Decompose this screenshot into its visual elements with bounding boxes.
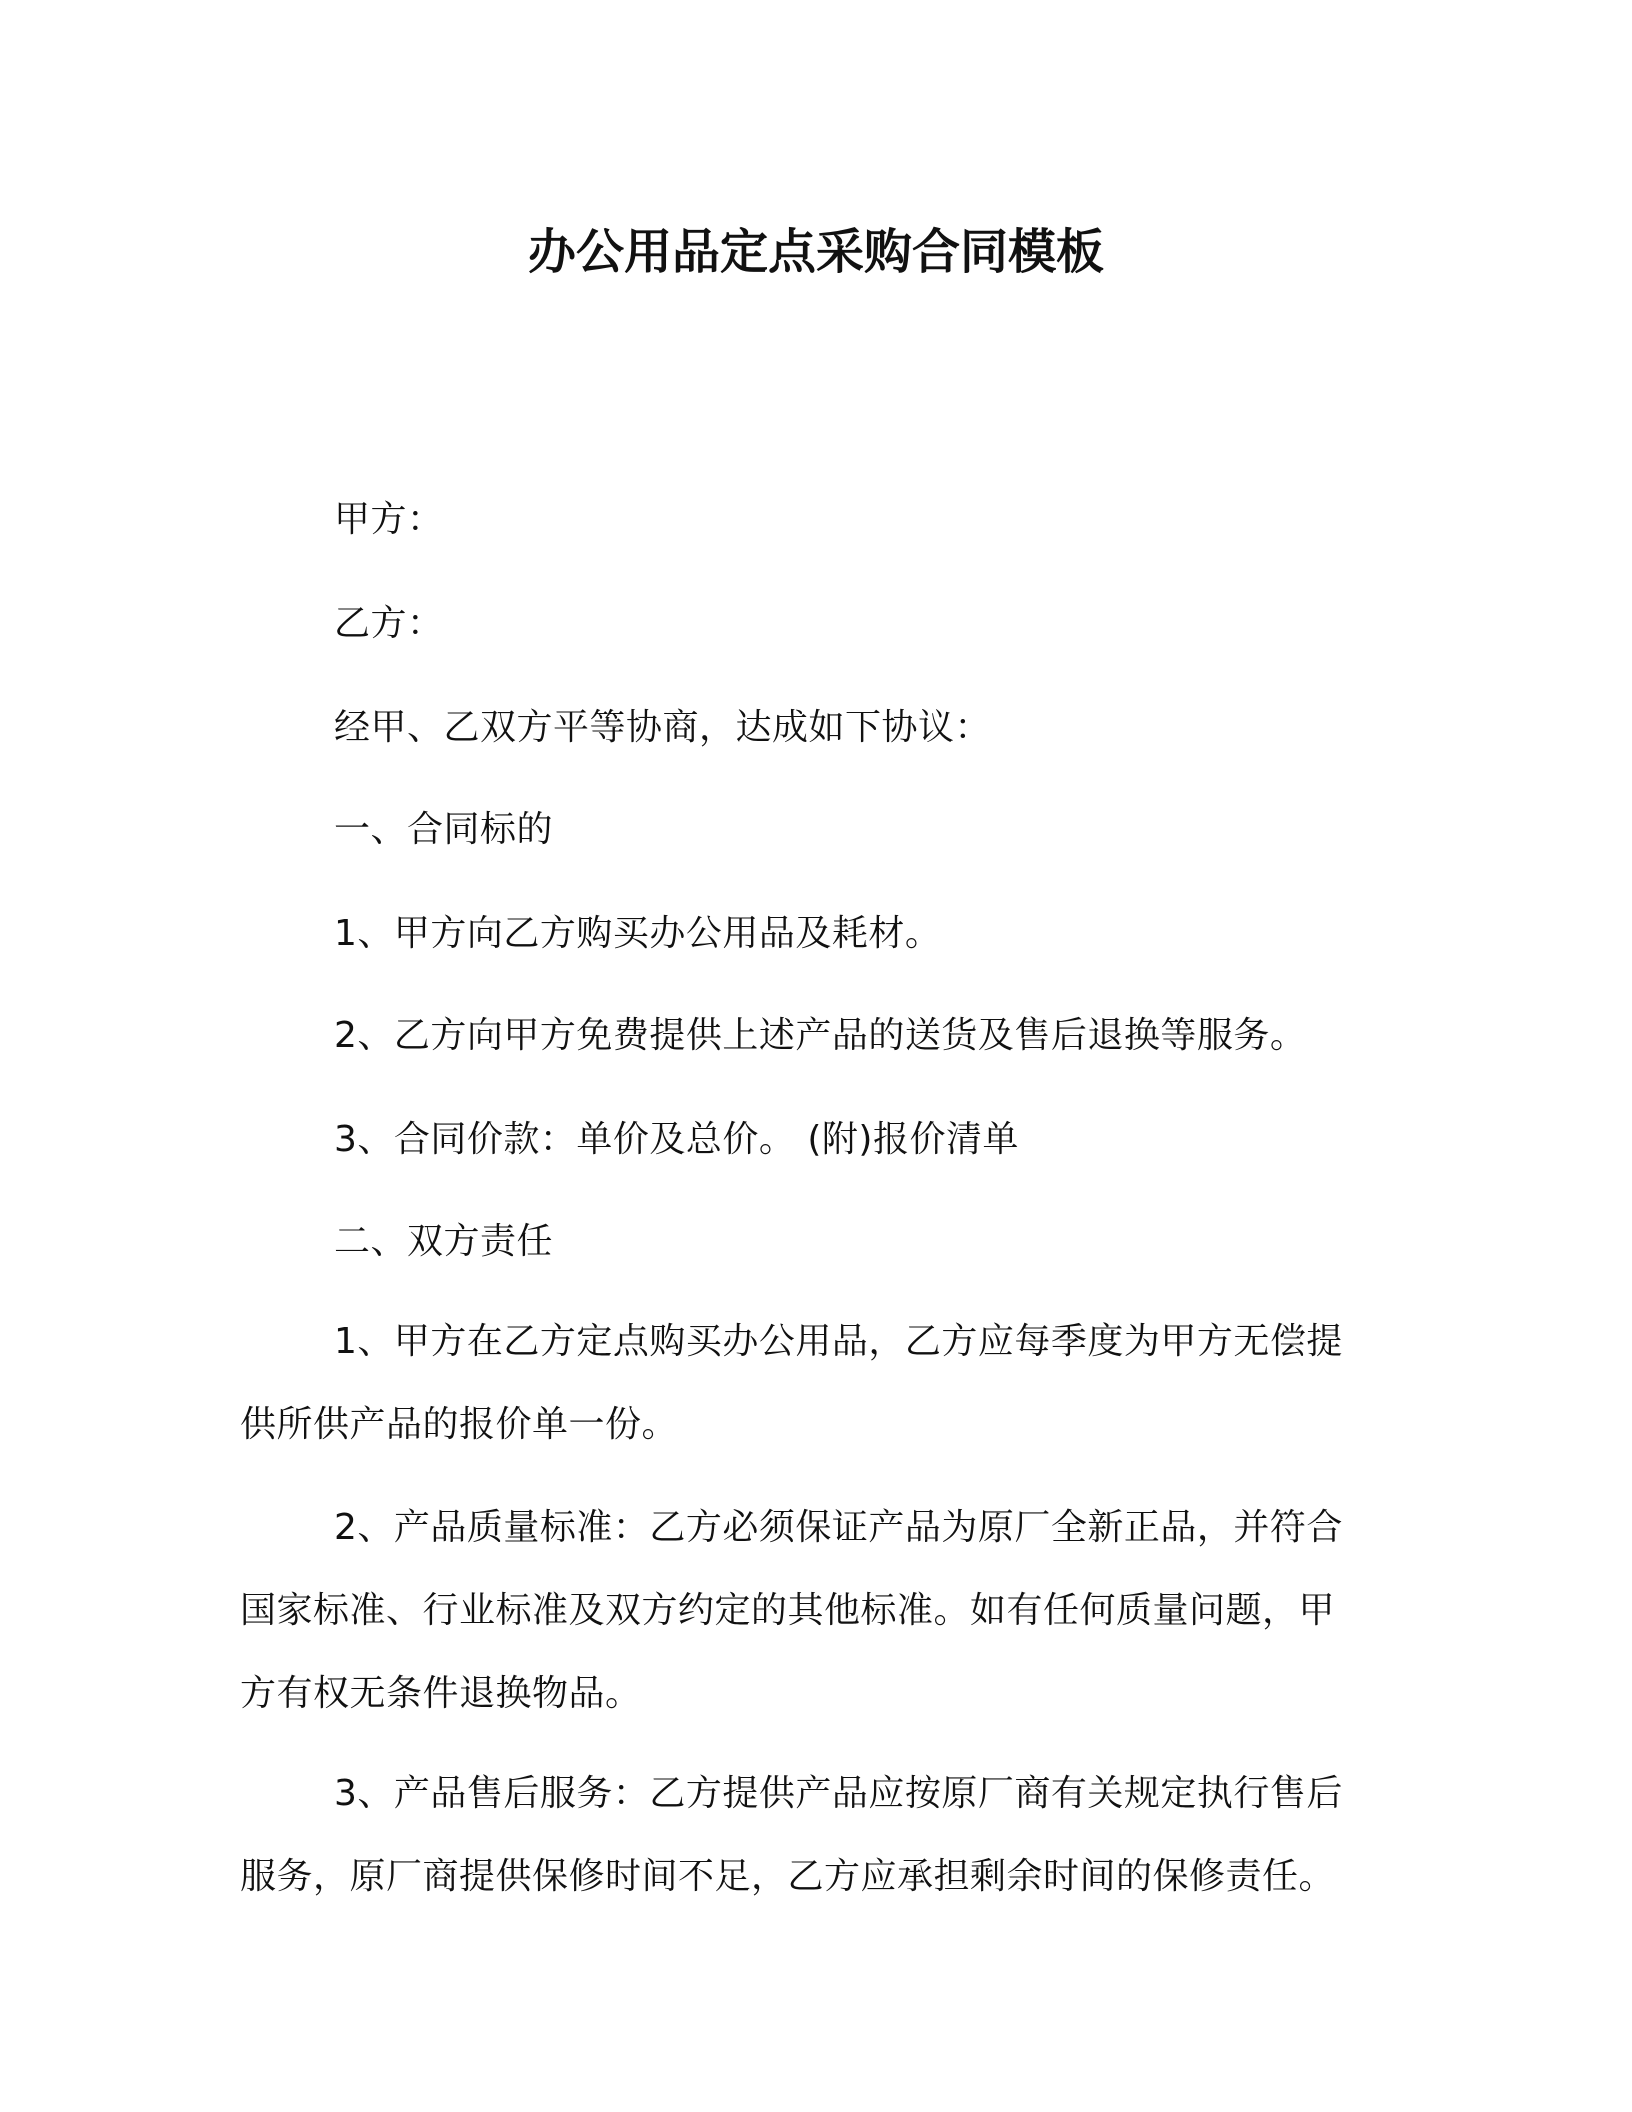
section2-paragraph: 1、甲方在乙方定点购买办公用品，乙方应每季度为甲方无偿提供所供产品的报价单一份。 xyxy=(240,1321,1343,1445)
section1-item: 2、乙方向甲方免费提供上述产品的送货及售后退换等服务。 xyxy=(334,1015,1307,1056)
section2-paragraph: 3、产品售后服务：乙方提供产品应按原厂商有关规定执行售后服务，原厂商提供保修时间不足，乙方应承担剩余时间的保修责任。 xyxy=(240,1773,1343,1897)
section2-paragraph: 2、产品质量标准：乙方必须保证产品为原厂全新正品，并符合国家标准、行业标准及双方约定的其他标准。如有任何质量问题，甲方有权无条件退换物品。 xyxy=(240,1507,1343,1714)
party-a-label: 甲方： xyxy=(334,499,444,540)
section1-item: 3、合同价款：单价及总价。 (附)报价清单 xyxy=(334,1119,1019,1160)
section2-heading: 二、双方责任 xyxy=(334,1221,554,1262)
section1-item: 1、甲方向乙方购买办公用品及耗材。 xyxy=(334,913,942,954)
document-title: 办公用品定点采购合同模板 xyxy=(527,224,1104,280)
section1-heading: 一、合同标的 xyxy=(334,809,554,850)
preamble-text: 经甲、乙双方平等协商，达成如下协议： xyxy=(334,707,992,748)
party-b-label: 乙方： xyxy=(334,603,444,644)
